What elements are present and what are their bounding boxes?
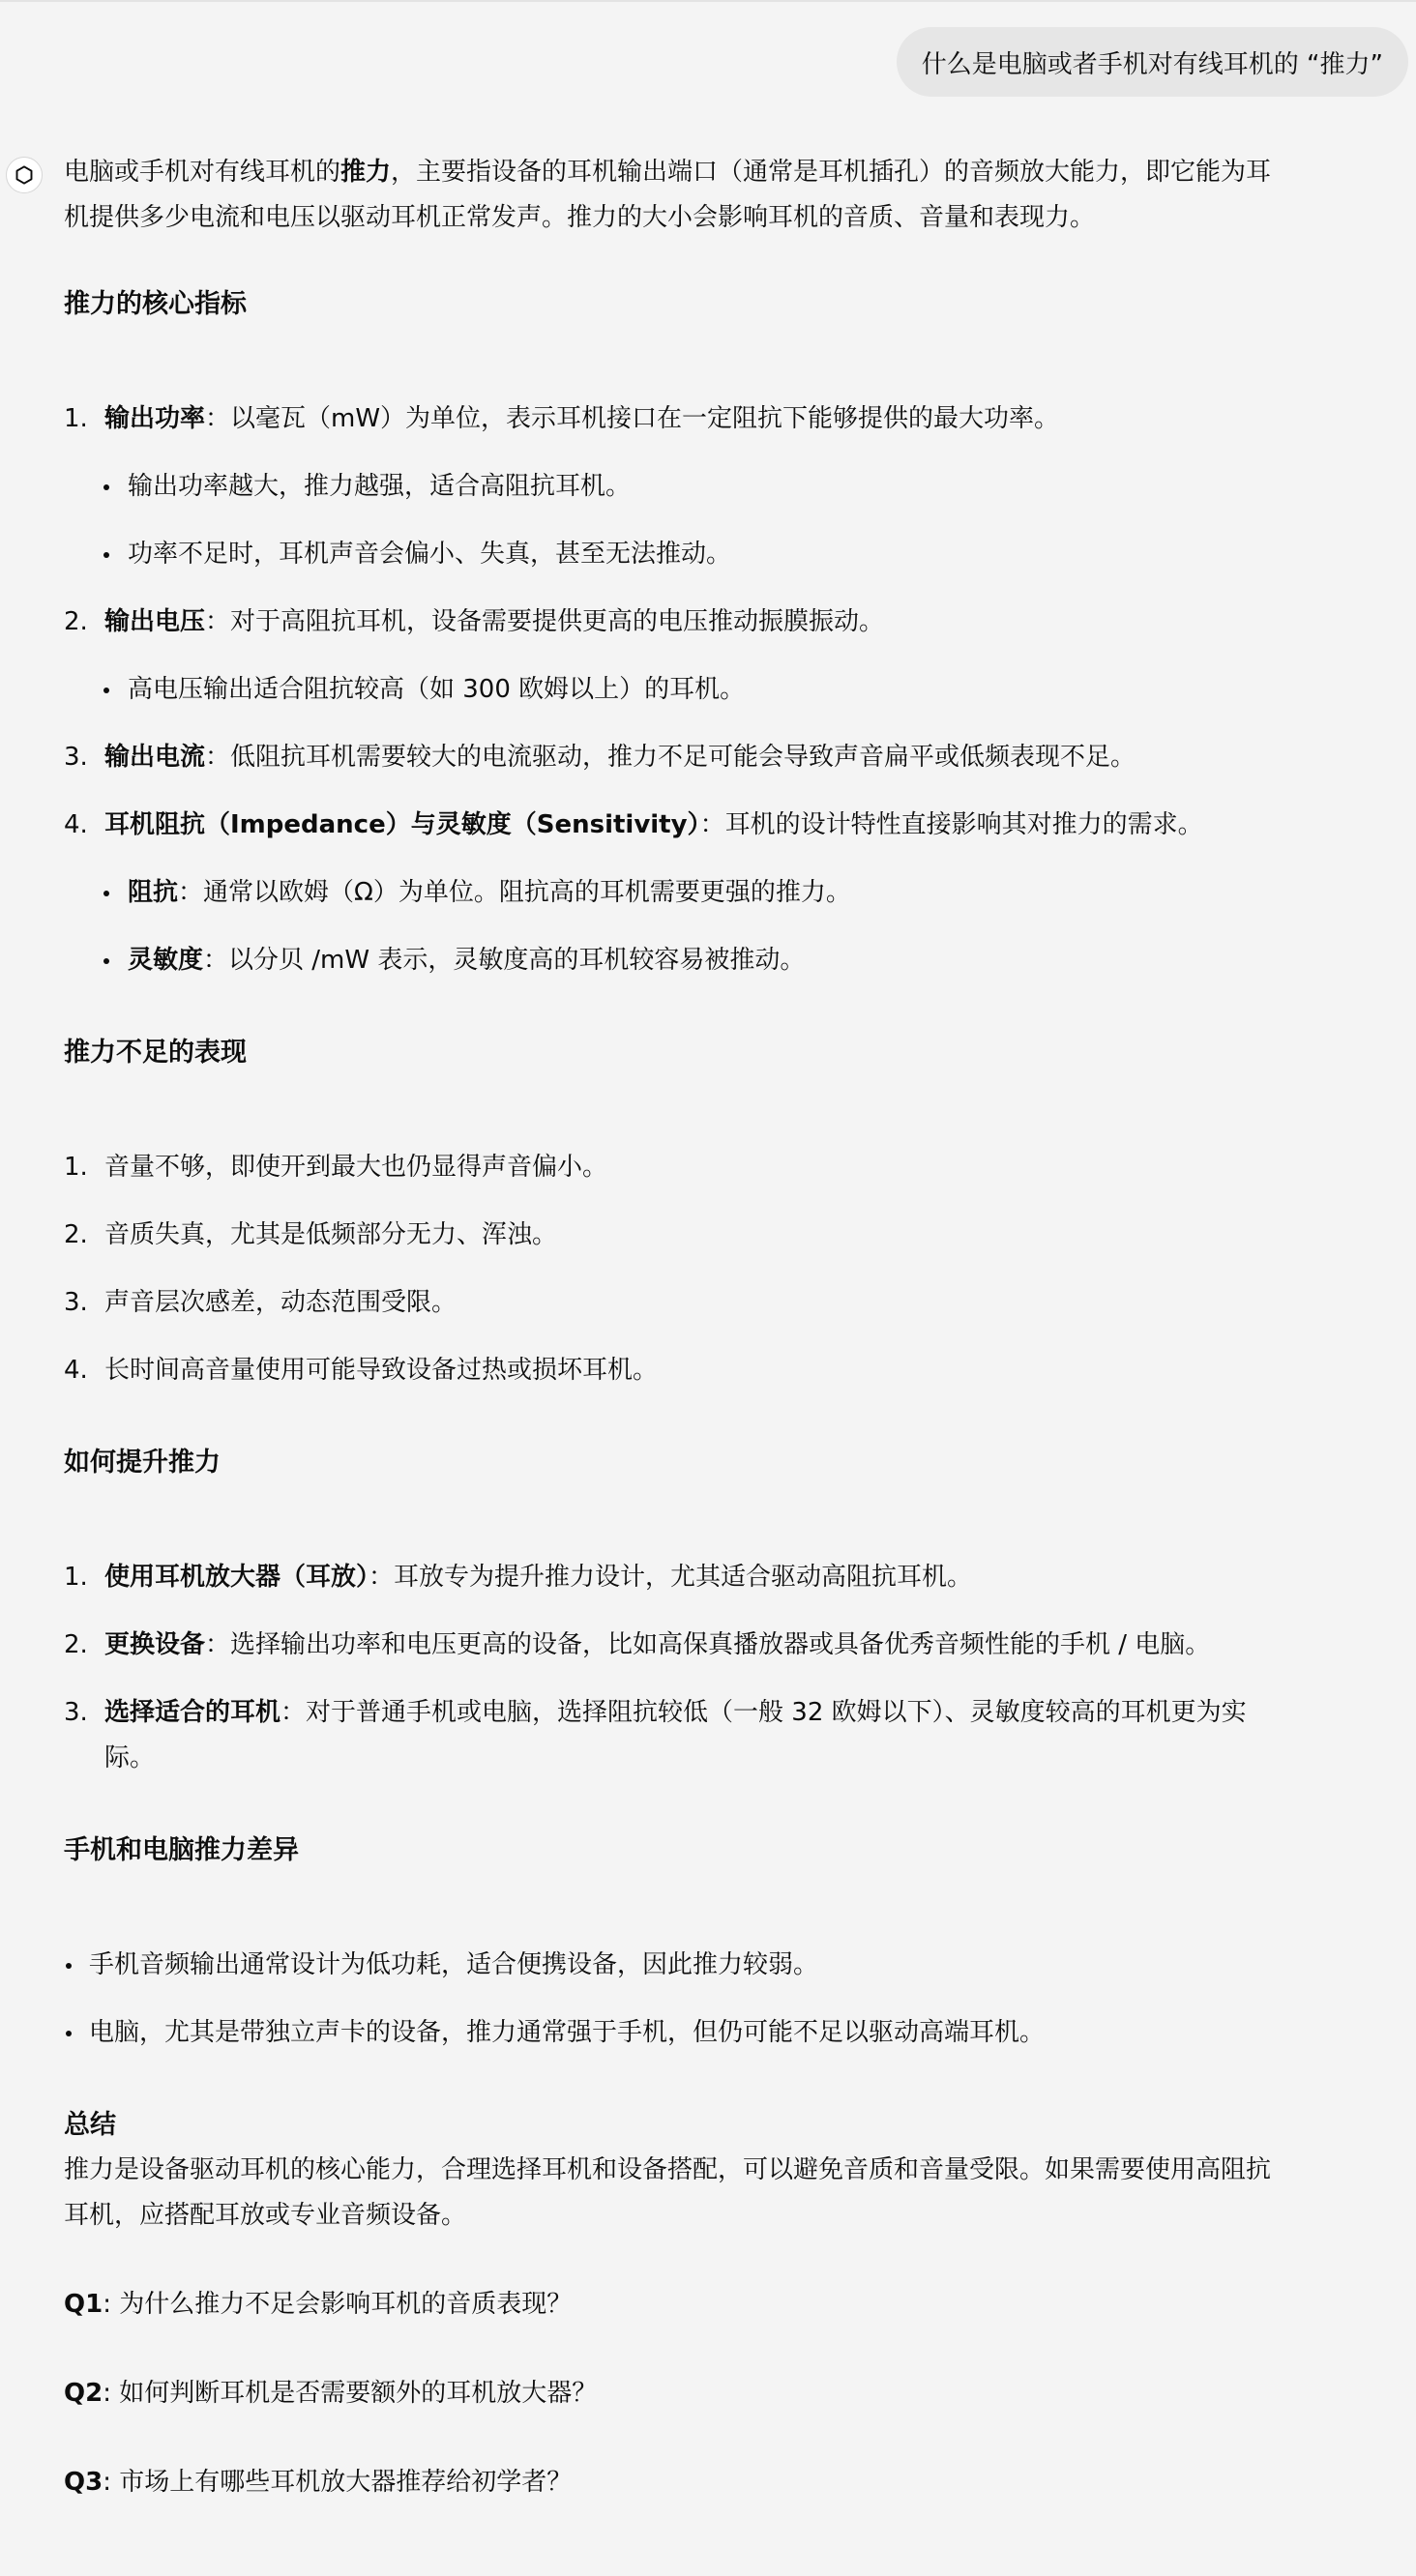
difference-list bbox=[64, 1943, 1360, 2056]
top-divider bbox=[0, 0, 1416, 2]
list-number: 2. bbox=[64, 1220, 88, 1249]
list-item bbox=[64, 1690, 1360, 1781]
list-item-term: 使用耳机放大器（耳放） bbox=[104, 1563, 369, 1592]
intro-prefix: 电脑或手机对有线耳机的 bbox=[64, 158, 341, 187]
follow-up-question[interactable] bbox=[64, 2460, 1360, 2505]
list-item bbox=[64, 1623, 1360, 1668]
intro-bold: 推力 bbox=[340, 158, 392, 187]
bullet-item: 手机音频输出通常设计为低功耗，适合便携设备，因此推力较弱。 bbox=[64, 1943, 1360, 1988]
list-item-text: ：耳放专为提升推力设计，尤其适合驱动高阻抗耳机。 bbox=[369, 1563, 973, 1592]
list-item bbox=[64, 1348, 1360, 1393]
question-text: : 为什么推力不足会影响耳机的音质表现？ bbox=[103, 2290, 573, 2319]
insufficient-list bbox=[64, 1145, 1360, 1393]
list-item-term: 更换设备 bbox=[104, 1630, 206, 1659]
sub-bullet-term: 阻抗 bbox=[128, 878, 179, 907]
list-number: 3. bbox=[64, 1698, 88, 1727]
intro-rest: ，主要指设备的耳机输出端口（通常是耳机插孔）的音频放大能力，即它能为耳 bbox=[391, 158, 1272, 187]
sub-bullet: 输出功率越大，推力越强，适合高阻抗耳机。 bbox=[64, 464, 1360, 510]
list-item-term: 输出电压 bbox=[104, 607, 206, 636]
list-item-text: ：以毫瓦（mW）为单位，表示耳机接口在一定阻抗下能够提供的最大功率。 bbox=[205, 404, 1060, 433]
list-item bbox=[64, 735, 1360, 780]
list-item-term: 输出功率 bbox=[104, 404, 206, 433]
list-item-text-continued: 际。 bbox=[104, 1743, 156, 1772]
improve-list bbox=[64, 1555, 1360, 1781]
list-number: 1. bbox=[64, 1563, 88, 1592]
list-item bbox=[64, 1145, 1360, 1190]
list-item-text: ：选择输出功率和电压更高的设备，比如高保真播放器或具备优秀音频性能的手机 / 电脑。 bbox=[205, 1630, 1211, 1659]
list-item bbox=[64, 600, 1360, 645]
list-item-text: 音量不够，即使开到最大也仍显得声音偏小。 bbox=[104, 1153, 608, 1182]
question-text: : 市场上有哪些耳机放大器推荐给初学者？ bbox=[103, 2468, 573, 2497]
list-item-text: 长时间高音量使用可能导致设备过热或损坏耳机。 bbox=[104, 1356, 659, 1385]
section-heading-improve: 如何提升推力 bbox=[64, 1448, 221, 1478]
list-number: 2. bbox=[64, 1630, 88, 1659]
intro-line2: 机提供多少电流和电压以驱动耳机正常发声。推力的大小会影响耳机的音质、音量和表现力。 bbox=[64, 203, 1096, 232]
summary-line1: 推力是设备驱动耳机的核心能力，合理选择耳机和设备搭配，可以避免音质和音量受限。如果需要使用高阻抗 bbox=[64, 2155, 1272, 2184]
sub-bullet: 高电压输出适合阻抗较高（如 300 欧姆以上）的耳机。 bbox=[64, 667, 1360, 713]
question-label: Q1 bbox=[64, 2290, 103, 2319]
list-number: 2. bbox=[64, 607, 88, 636]
assistant-answer bbox=[64, 150, 1360, 2505]
summary-line2: 耳机，应搭配耳放或专业音频设备。 bbox=[64, 2201, 467, 2230]
question-text: : 如何判断耳机是否需要额外的耳机放大器？ bbox=[103, 2379, 598, 2408]
summary-heading: 总结 bbox=[64, 2110, 116, 2140]
list-number: 3. bbox=[64, 1288, 88, 1317]
section-heading-insufficient: 推力不足的表现 bbox=[64, 1038, 247, 1068]
list-item-term: 选择适合的耳机 bbox=[104, 1698, 281, 1727]
list-item-term: 耳机阻抗（Impedance）与灵敏度（Sensitivity） bbox=[104, 810, 700, 839]
user-message-text: 什么是电脑或者手机对有线耳机的 “推力” bbox=[921, 49, 1383, 79]
core-metrics-list bbox=[64, 396, 1360, 983]
sub-bullet-term: 灵敏度 bbox=[128, 946, 204, 975]
list-number: 3. bbox=[64, 743, 88, 772]
bullet-item: 电脑，尤其是带独立声卡的设备，推力通常强于手机，但仍可能不足以驱动高端耳机。 bbox=[64, 2010, 1360, 2056]
list-item-text: ：耳机的设计特性直接影响其对推力的需求。 bbox=[699, 810, 1203, 839]
sub-bullet bbox=[64, 938, 1360, 983]
section-heading-core-metrics: 推力的核心指标 bbox=[64, 289, 247, 319]
list-item-text: ：对于普通手机或电脑，选择阻抗较低（一般 32 欧姆以下）、灵敏度较高的耳机更为实 bbox=[280, 1698, 1247, 1727]
intro-paragraph bbox=[64, 150, 1360, 241]
list-number: 4. bbox=[64, 810, 88, 839]
list-item-text: 声音层次感差，动态范围受限。 bbox=[104, 1288, 457, 1317]
list-item-term: 输出电流 bbox=[104, 743, 206, 772]
section-heading-difference: 手机和电脑推力差异 bbox=[64, 1835, 299, 1865]
question-label: Q3 bbox=[64, 2468, 103, 2497]
question-label: Q2 bbox=[64, 2379, 103, 2408]
list-item bbox=[64, 803, 1360, 848]
follow-up-question[interactable] bbox=[64, 2371, 1360, 2416]
list-number: 1. bbox=[64, 404, 88, 433]
summary-paragraph bbox=[64, 2148, 1360, 2239]
assistant-avatar bbox=[6, 157, 43, 193]
openai-logo-icon bbox=[12, 162, 37, 188]
list-item bbox=[64, 1213, 1360, 1258]
list-number: 4. bbox=[64, 1356, 88, 1385]
sub-bullet bbox=[64, 870, 1360, 916]
list-item bbox=[64, 396, 1360, 442]
user-message-bubble bbox=[897, 27, 1408, 97]
list-item bbox=[64, 1280, 1360, 1326]
sub-bullet-text: ：通常以欧姆（Ω）为单位。阻抗高的耳机需要更强的推力。 bbox=[178, 878, 851, 907]
list-item bbox=[64, 1555, 1360, 1600]
list-number: 1. bbox=[64, 1153, 88, 1182]
follow-up-question[interactable] bbox=[64, 2282, 1360, 2327]
sub-bullet-text: ：以分贝 /mW 表示，灵敏度高的耳机较容易被推动。 bbox=[203, 946, 806, 975]
list-item-text: ：低阻抗耳机需要较大的电流驱动，推力不足可能会导致声音扁平或低频表现不足。 bbox=[205, 743, 1136, 772]
list-item-text: ：对于高阻抗耳机，设备需要提供更高的电压推动振膜振动。 bbox=[205, 607, 885, 636]
list-item-text: 音质失真，尤其是低频部分无力、浑浊。 bbox=[104, 1220, 558, 1249]
sub-bullet: 功率不足时，耳机声音会偏小、失真，甚至无法推动。 bbox=[64, 532, 1360, 577]
